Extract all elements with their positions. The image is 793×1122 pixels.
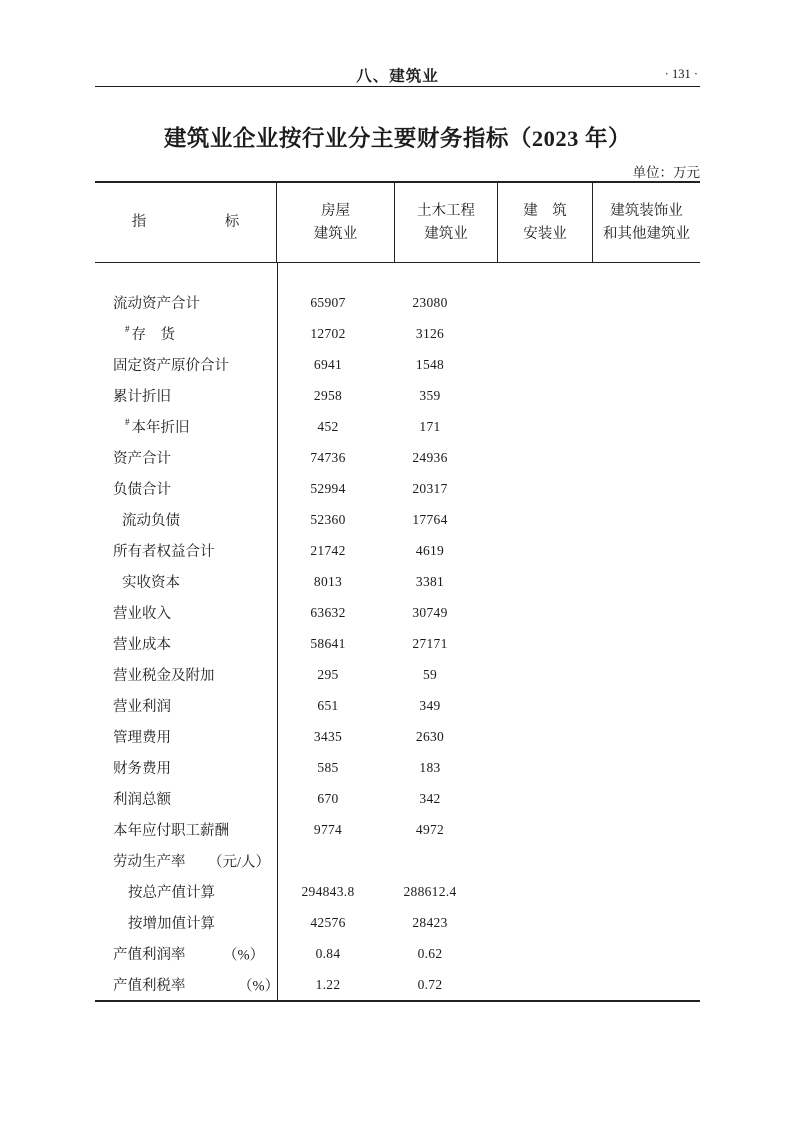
table-row	[95, 721, 700, 752]
header-line: 安装业	[523, 225, 567, 242]
value-decoration	[583, 535, 700, 566]
row-unit: （%）	[223, 947, 265, 963]
value-installation	[481, 690, 583, 721]
value-installation	[481, 814, 583, 845]
value-installation	[481, 721, 583, 752]
value-decoration	[583, 845, 700, 876]
value-housing: 651	[317, 697, 339, 713]
header-line: 建筑业	[313, 225, 358, 242]
value-installation	[481, 628, 583, 659]
row-label	[95, 876, 277, 907]
row-label	[95, 721, 277, 752]
value-housing: 52360	[310, 511, 346, 527]
value-housing: 12702	[310, 325, 346, 341]
table-row	[95, 907, 700, 938]
table-row	[95, 504, 700, 535]
value-housing: 65907	[310, 294, 346, 310]
row-label-text: 利润总额	[113, 792, 171, 808]
value-civil: 24936	[412, 449, 448, 465]
value-decoration	[583, 783, 700, 814]
value-decoration	[583, 659, 700, 690]
value-installation	[481, 566, 583, 597]
table-row	[95, 442, 700, 473]
value-civil: 4972	[415, 821, 445, 837]
value-civil: 20317	[412, 480, 448, 496]
value-decoration	[583, 938, 700, 969]
row-label	[95, 318, 277, 349]
row-label-text: 营业税金及附加	[113, 668, 215, 684]
table-row	[95, 628, 700, 659]
value-civil: 3381	[415, 573, 445, 589]
value-installation	[481, 535, 583, 566]
row-label	[95, 473, 277, 504]
value-civil: 0.62	[417, 945, 443, 961]
value-installation	[481, 380, 583, 411]
header-civil-engineering	[395, 183, 498, 262]
header-indicator	[95, 183, 277, 262]
value-civil: 59	[422, 666, 438, 682]
value-installation	[481, 907, 583, 938]
row-label	[95, 287, 277, 318]
value-housing: 52994	[310, 480, 346, 496]
value-housing: 74736	[310, 449, 346, 465]
value-decoration	[583, 752, 700, 783]
row-label-text: 存 货	[131, 327, 175, 343]
value-civil: 359	[419, 387, 441, 403]
of-which-marker: #	[125, 323, 130, 334]
row-label-text: 产值利税率	[113, 978, 186, 994]
row-label	[95, 535, 277, 566]
value-civil	[379, 845, 481, 876]
row-label	[95, 814, 277, 845]
header-installation	[498, 183, 593, 262]
row-label	[95, 628, 277, 659]
row-label	[95, 597, 277, 628]
of-which-marker: #	[125, 416, 130, 427]
value-decoration	[583, 721, 700, 752]
row-label	[95, 907, 277, 938]
value-installation	[481, 442, 583, 473]
value-housing: 21742	[310, 542, 346, 558]
table-row	[95, 597, 700, 628]
table-row	[95, 349, 700, 380]
header-line: 建筑装饰业	[610, 202, 683, 219]
row-label-text: 本年折旧	[131, 420, 190, 436]
header-decoration-other	[593, 183, 700, 262]
value-decoration	[583, 597, 700, 628]
value-installation	[481, 411, 583, 442]
row-label	[95, 690, 277, 721]
value-housing: 294843.8	[301, 883, 355, 899]
value-civil: 171	[419, 418, 441, 434]
value-decoration	[583, 318, 700, 349]
value-decoration	[583, 411, 700, 442]
row-label	[95, 752, 277, 783]
value-housing: 8013	[313, 573, 343, 589]
value-installation	[481, 597, 583, 628]
value-housing: 452	[317, 418, 339, 434]
table-body	[95, 263, 700, 1000]
value-installation	[481, 659, 583, 690]
value-civil: 28423	[412, 914, 448, 930]
value-decoration	[583, 628, 700, 659]
table-row	[95, 318, 700, 349]
value-decoration	[583, 690, 700, 721]
page-number: · 131 ·	[664, 67, 698, 81]
header-line: 和其他建筑业	[603, 225, 690, 242]
header-line: 土木工程	[417, 202, 475, 219]
row-label-text: 营业利润	[113, 699, 171, 715]
table-header-row	[95, 183, 700, 263]
value-installation	[481, 473, 583, 504]
value-housing: 3435	[313, 728, 343, 744]
row-label-text: 产值利润率	[113, 947, 186, 963]
row-label	[95, 969, 280, 1000]
value-decoration	[583, 349, 700, 380]
row-label-text: 负债合计	[113, 482, 171, 498]
value-decoration	[583, 287, 700, 318]
value-housing: 670	[317, 790, 339, 806]
row-label	[95, 504, 277, 535]
table-row	[95, 473, 700, 504]
value-installation	[481, 938, 583, 969]
value-installation	[481, 349, 583, 380]
row-label	[95, 845, 277, 876]
value-decoration	[583, 566, 700, 597]
row-label-text: 累计折旧	[113, 389, 171, 405]
row-label-text: 按总产值计算	[128, 885, 215, 901]
table-row	[95, 659, 700, 690]
row-label-text: 本年应付职工薪酬	[113, 823, 229, 839]
row-label	[95, 566, 277, 597]
value-decoration	[583, 814, 700, 845]
row-label-text: 实收资本	[122, 575, 180, 591]
financial-indicators-table	[95, 181, 700, 1002]
value-installation	[481, 783, 583, 814]
value-decoration	[583, 907, 700, 938]
value-civil: 17764	[412, 511, 448, 527]
value-civil: 4619	[415, 542, 445, 558]
row-label-text: 营业成本	[113, 637, 171, 653]
value-civil: 0.72	[417, 976, 443, 992]
row-label	[95, 380, 277, 411]
value-civil: 349	[419, 697, 441, 713]
running-head	[95, 64, 700, 87]
header-line: 建筑业	[424, 225, 468, 242]
value-decoration	[583, 380, 700, 411]
table-row	[95, 287, 700, 318]
table-row	[95, 938, 700, 969]
table-row	[95, 814, 700, 845]
table-row	[95, 969, 700, 1000]
value-housing	[277, 845, 379, 876]
table-row	[95, 845, 700, 876]
value-civil: 342	[419, 790, 441, 806]
row-label-text: 流动负债	[122, 513, 180, 529]
value-decoration	[583, 969, 700, 1000]
row-label-text: 固定资产原价合计	[113, 358, 229, 374]
row-unit: （%）	[238, 978, 280, 994]
unit-note: 单位：万元	[632, 165, 700, 180]
value-decoration	[583, 442, 700, 473]
row-label-text: 营业收入	[113, 606, 171, 622]
value-civil: 23080	[412, 294, 448, 310]
table-row	[95, 535, 700, 566]
column-divider-line	[277, 263, 278, 1000]
table-row	[95, 380, 700, 411]
row-label	[95, 938, 277, 969]
value-installation	[481, 752, 583, 783]
row-label-text: 所有者权益合计	[113, 544, 215, 560]
header-housing-construction	[277, 183, 395, 262]
value-installation	[481, 969, 583, 1000]
value-installation	[481, 504, 583, 535]
row-label-text: 按增加值计算	[128, 916, 215, 932]
row-label	[95, 411, 277, 442]
row-label-text: 资产合计	[113, 451, 171, 467]
page-content	[95, 0, 700, 1002]
value-housing: 9774	[313, 821, 343, 837]
row-label	[95, 349, 277, 380]
header-indicator-label: 指 标	[131, 214, 240, 230]
table-row	[95, 411, 700, 442]
row-label	[95, 783, 277, 814]
value-housing: 42576	[310, 914, 346, 930]
value-housing: 58641	[310, 635, 346, 651]
row-label-text: 流动资产合计	[113, 296, 200, 312]
chapter-title: 八、建筑业	[356, 68, 439, 85]
value-housing: 6941	[313, 356, 343, 372]
value-decoration	[583, 504, 700, 535]
row-label-text: 财务费用	[113, 761, 171, 777]
table-row	[95, 566, 700, 597]
table-row	[95, 690, 700, 721]
row-label	[95, 659, 277, 690]
value-decoration	[583, 876, 700, 907]
value-housing: 1.22	[315, 976, 341, 992]
value-civil: 1548	[415, 356, 445, 372]
header-line: 房屋	[321, 202, 350, 219]
value-civil: 288612.4	[403, 883, 457, 899]
value-housing: 2958	[313, 387, 343, 403]
row-label	[95, 442, 277, 473]
table-row	[95, 752, 700, 783]
value-installation	[481, 287, 583, 318]
value-civil: 2630	[415, 728, 445, 744]
value-housing: 585	[317, 759, 339, 775]
table-row	[95, 783, 700, 814]
table-row	[95, 876, 700, 907]
value-civil: 27171	[412, 635, 448, 651]
value-installation	[481, 876, 583, 907]
row-label-text: 管理费用	[113, 730, 171, 746]
value-installation	[481, 318, 583, 349]
value-housing: 63632	[310, 604, 346, 620]
value-civil: 30749	[412, 604, 448, 620]
value-housing: 0.84	[315, 945, 341, 961]
value-installation	[481, 845, 583, 876]
value-decoration	[583, 473, 700, 504]
table-title: 建筑业企业按行业分主要财务指标（2023 年）	[163, 126, 632, 151]
value-civil: 3126	[415, 325, 445, 341]
value-civil: 183	[419, 759, 441, 775]
row-label-text: 劳动生产率	[113, 854, 186, 870]
row-unit: （元/人）	[208, 854, 271, 870]
value-housing: 295	[317, 666, 339, 682]
header-line: 建 筑	[523, 202, 567, 219]
